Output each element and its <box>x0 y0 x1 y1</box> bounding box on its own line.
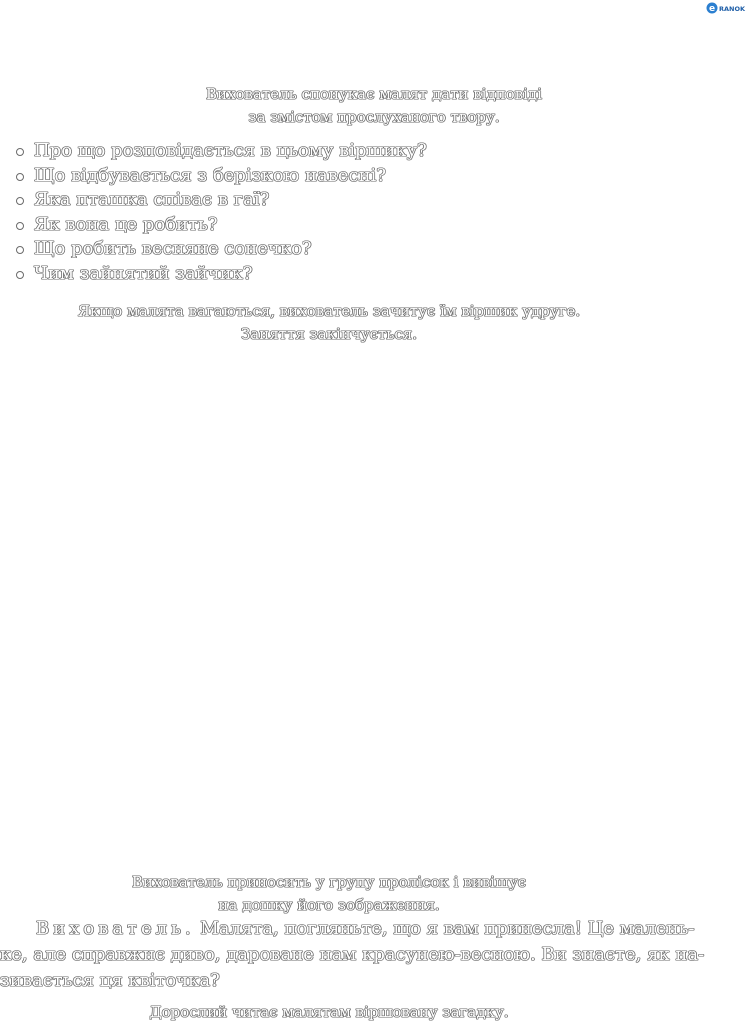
second-caption-line1: Вихователь приносить у групу пролісок і вивішує <box>131 873 527 891</box>
question-text: Про що розповідається в цьому віршику? <box>34 140 427 161</box>
list-item <box>14 188 427 213</box>
question-text: Що відбувається з берізкою навесні? <box>34 164 386 186</box>
logo-letter: e <box>708 4 716 14</box>
question-text: Що робить весняне сонечко? <box>34 238 312 259</box>
question-text: Чим зайнятий зайчик? <box>34 262 253 284</box>
speech-line1 <box>0 916 695 942</box>
bullet-icon <box>16 148 24 156</box>
list-item <box>14 213 427 238</box>
question-text: Яка пташка співає в гаї? <box>34 189 270 210</box>
logo-text: RANOK <box>719 5 746 13</box>
list-item <box>14 237 427 262</box>
intro-caption <box>0 83 748 129</box>
speaker-label: Вихователь. <box>36 918 195 939</box>
final-caption: Дорослий читає малятам віршовану загадку. <box>149 1003 509 1021</box>
intro-caption-line2: за змістом прослуханого твору. <box>248 108 500 126</box>
speech-line2: ке, але справжнє диво, дароване нам красунею-весною. Ви знаєте, як на- <box>0 944 705 965</box>
bullet-icon <box>16 222 24 230</box>
bullet-icon <box>16 271 24 279</box>
speech-line3: зивається ця квіточка? <box>0 970 220 991</box>
question-text: Як вона це робить? <box>34 213 218 235</box>
list-item <box>14 164 427 189</box>
bullet-icon <box>16 246 24 254</box>
followup-caption <box>0 300 658 346</box>
list-item <box>14 262 427 287</box>
followup-caption-line2: Заняття закінчується. <box>240 325 418 343</box>
bullet-icon <box>16 173 24 181</box>
publisher-logo <box>706 0 746 14</box>
teacher-speech <box>0 916 705 994</box>
second-caption <box>0 871 658 917</box>
speech-line1-text: Малята, погляньте, що я вам принесла! Це малень- <box>194 918 695 939</box>
intro-caption-line1: Вихователь спонукає малят дати відповіді <box>206 85 542 103</box>
bullet-icon <box>16 197 24 205</box>
question-list <box>14 139 427 286</box>
list-item <box>14 139 427 164</box>
second-caption-line2: на дошку його зображення. <box>218 896 440 914</box>
followup-caption-line1: Якщо малята вагаються, вихователь зачитує їм віршик удруге. <box>77 302 581 320</box>
